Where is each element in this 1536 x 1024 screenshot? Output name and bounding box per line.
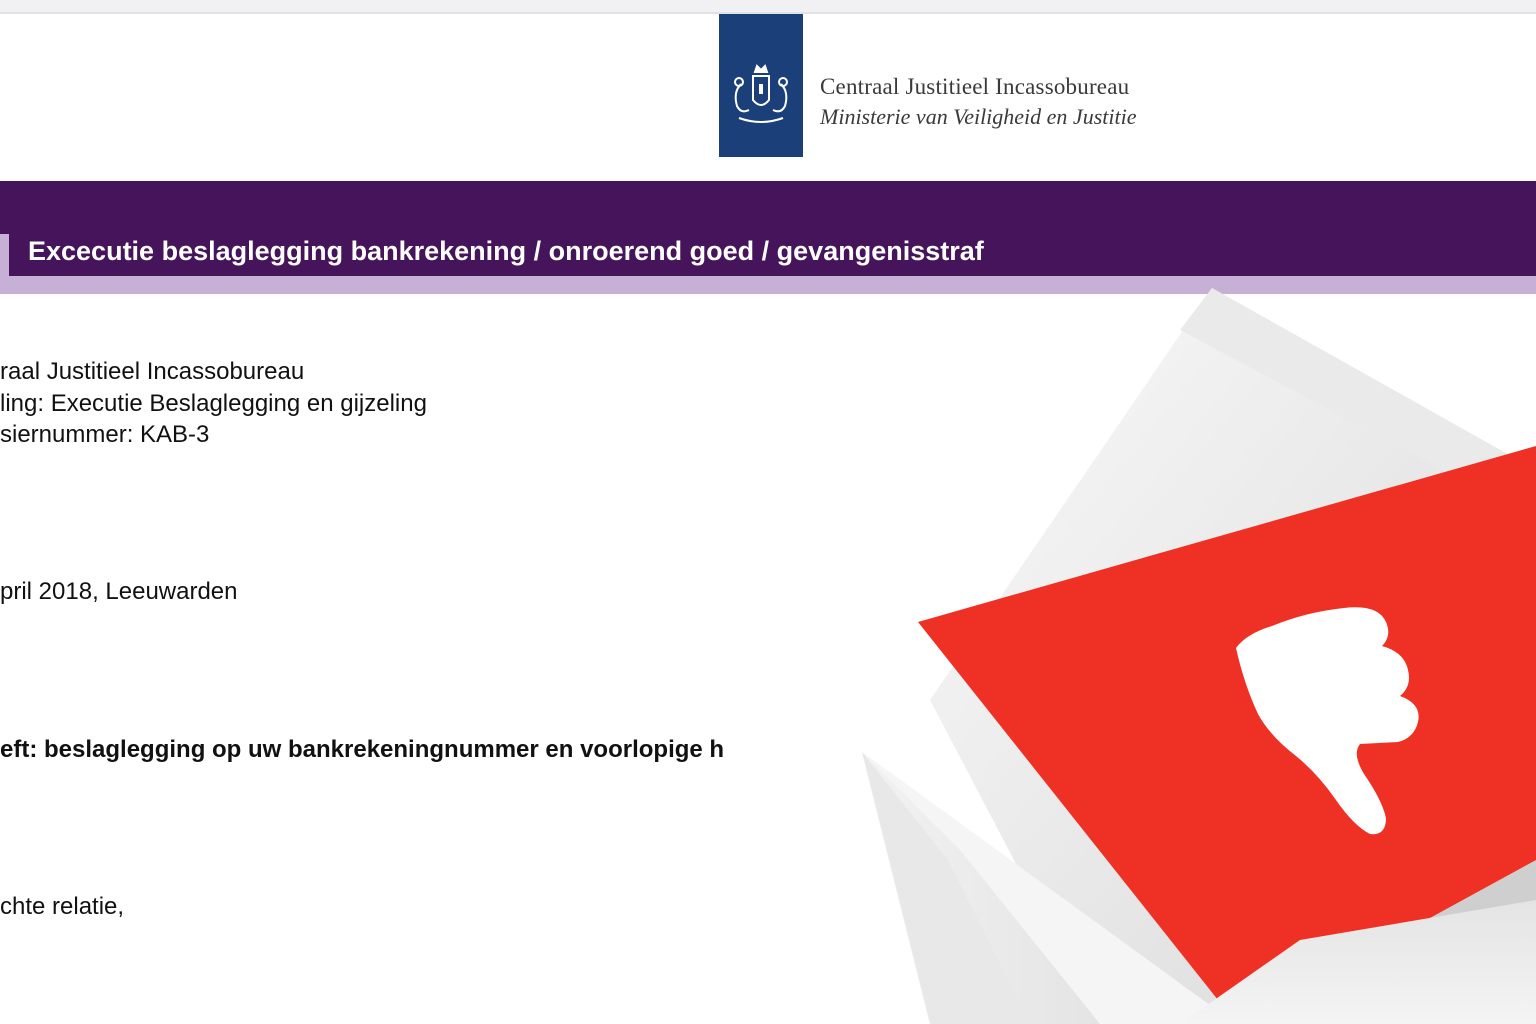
dossier-number-line: siernummer: KAB-3	[0, 421, 210, 448]
subject-line: eft: beslaglegging op uw bankrekeningnummer en voorlopige h	[0, 736, 725, 763]
organisation-name: Centraal Justitieel Incassobureau	[820, 74, 1130, 99]
department-line: ling: Executie Beslaglegging en gijzeling	[0, 390, 427, 417]
ministry-name: Ministerie van Veiligheid en Justitie	[820, 104, 1137, 129]
banner-title: Excecutie beslaglegging bankrekening / onroerend goed / gevangenisstraf	[28, 236, 984, 266]
sender-line: raal Justitieel Incassobureau	[0, 358, 305, 385]
salutation-line: chte relatie,	[0, 893, 125, 920]
date-location-line: pril 2018, Leeuwarden	[0, 578, 238, 605]
